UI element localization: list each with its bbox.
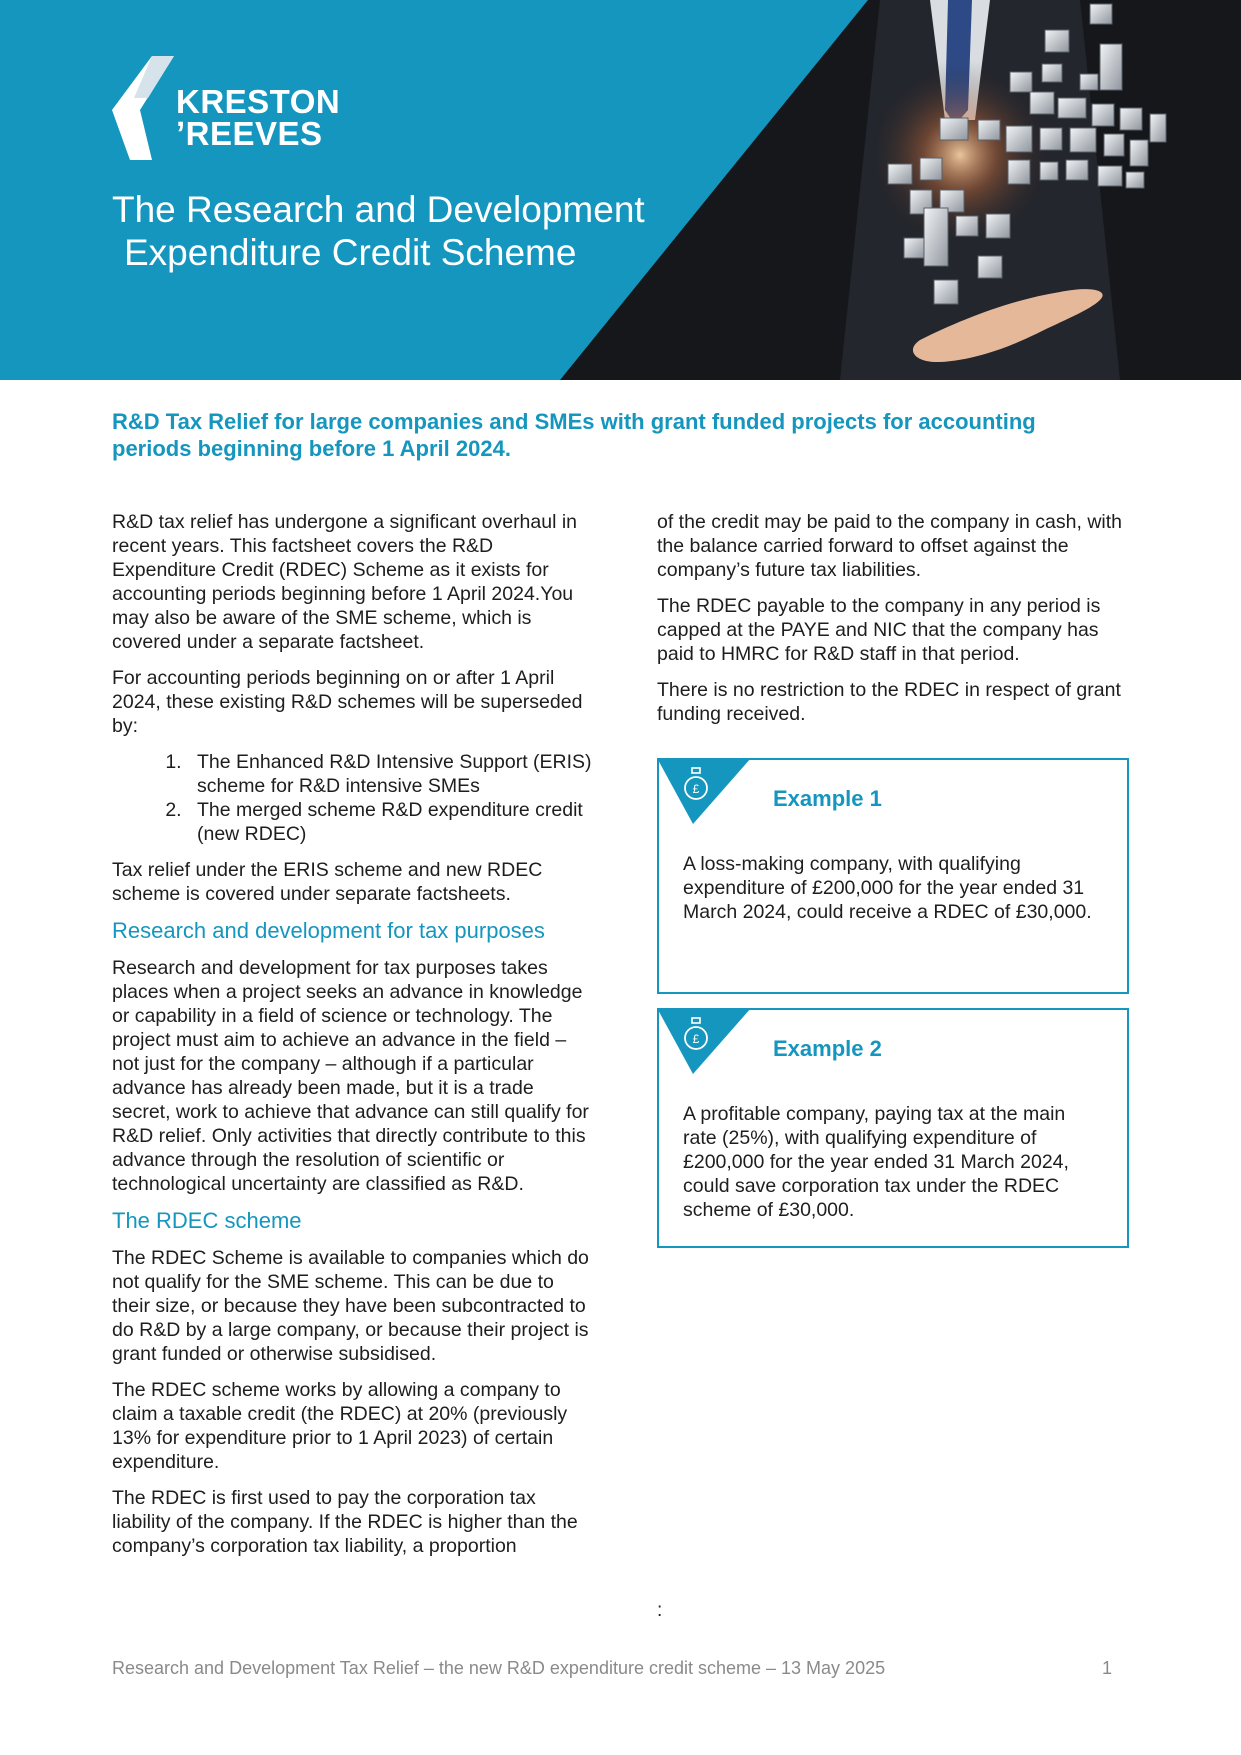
left-column	[112, 510, 592, 1570]
list-item: 2. The merged scheme R&D expenditure credit (new RDEC)	[187, 798, 592, 846]
title-line-1: The Research and Development	[112, 189, 645, 230]
rd-paragraph: Research and development for tax purposes takes places when a project seeks an advance in knowledge or capability in a field of science or technology. The project must aim to achieve an advance in the field – not just for the company – although if a particular advance has already been made, but it is a trade secret, work to achieve that advance can still qualify for R&D relief. Only activities that directly contribute to this advance through the resolution of scientific or technological uncertainty are classified as R&D.	[112, 957, 589, 1195]
example-box-1	[657, 758, 1129, 994]
rdec-paragraph-2: The RDEC scheme works by allowing a company to claim a taxable credit (the RDEC) at 20% (previously 13% for expenditure prior to 1 April 2023) of certain expenditure.	[112, 1379, 568, 1473]
right-column	[657, 510, 1137, 738]
heading-rd-tax-purposes: Research and development for tax purposes	[112, 918, 545, 943]
example-title: Example 2	[773, 1036, 882, 1061]
right-paragraph-3: There is no restriction to the RDEC in respect of grant funding received.	[657, 679, 1121, 725]
page-title	[112, 188, 712, 274]
subtitle: R&D Tax Relief for large companies and SMEs with grant funded projects for accounting periods beginning before 1 April 2024.	[112, 409, 1036, 461]
rdec-paragraph-1: The RDEC Scheme is available to companies which do not qualify for the SME scheme. This can be due to their size, or because they have been subcontracted to do R&D by a large company, or because their project is grant funded or otherwise subsidised.	[112, 1247, 589, 1365]
money-bag-icon	[681, 766, 711, 806]
logo-line-2: ʼREEVES	[176, 115, 323, 152]
logo-line-1: KRESTON	[176, 83, 341, 120]
heading-rdec-scheme: The RDEC scheme	[112, 1208, 302, 1233]
stray-colon: :	[657, 1600, 663, 1621]
example-text: A loss-making company, with qualifying expenditure of £200,000 for the year ended 31 March 2024, could receive a RDEC of £30,000.	[683, 853, 1092, 923]
svg-text:£: £	[692, 1032, 700, 1046]
right-paragraph-2: The RDEC payable to the company in any period is capped at the PAYE and NIC that the company has paid to HMRC for R&D staff in that period.	[657, 595, 1101, 665]
list-item: 1. The Enhanced R&D Intensive Support (ERIS) scheme for R&D intensive SMEs	[187, 750, 592, 798]
header-banner	[0, 0, 1241, 380]
page-number: 1	[1102, 1658, 1113, 1678]
footer-text: Research and Development Tax Relief – the new R&D expenditure credit scheme – 13 May 2025	[112, 1658, 886, 1678]
intro-paragraph-2: For accounting periods beginning on or after 1 April 2024, these existing R&D schemes will be superseded by:	[112, 667, 583, 737]
svg-text:£: £	[692, 782, 700, 796]
rdec-paragraph-3: The RDEC is first used to pay the corporation tax liability of the company. If the RDEC is higher than the company’s corporation tax liability, a proportion	[112, 1487, 578, 1557]
logo-chevron-icon	[112, 56, 174, 160]
example-text: A profitable company, paying tax at the main rate (25%), with qualifying expenditure of £200,000 for the year ended 31 March 2024, could save corporation tax under the RDEC scheme of £30,000.	[683, 1103, 1069, 1221]
example-title: Example 1	[773, 786, 882, 811]
example-box-2	[657, 1008, 1129, 1248]
money-bag-icon	[681, 1016, 711, 1056]
intro-paragraph-3: Tax relief under the ERIS scheme and new RDEC scheme is covered under separate factsheets.	[112, 859, 543, 905]
scheme-list	[112, 750, 592, 846]
right-paragraph-1: of the credit may be paid to the company in cash, with the balance carried forward to offset against the company’s future tax liabilities.	[657, 511, 1123, 581]
kreston-reeves-logo	[112, 56, 362, 160]
intro-paragraph-1: R&D tax relief has undergone a significant overhaul in recent years. This factsheet covers the R&D Expenditure Credit (RDEC) Scheme as it exists for accounting periods beginning before 1 April 2024.You may also be aware of the SME scheme, which is covered under a separate factsheet.	[112, 511, 578, 653]
title-line-2: Expenditure Credit Scheme	[124, 232, 577, 273]
